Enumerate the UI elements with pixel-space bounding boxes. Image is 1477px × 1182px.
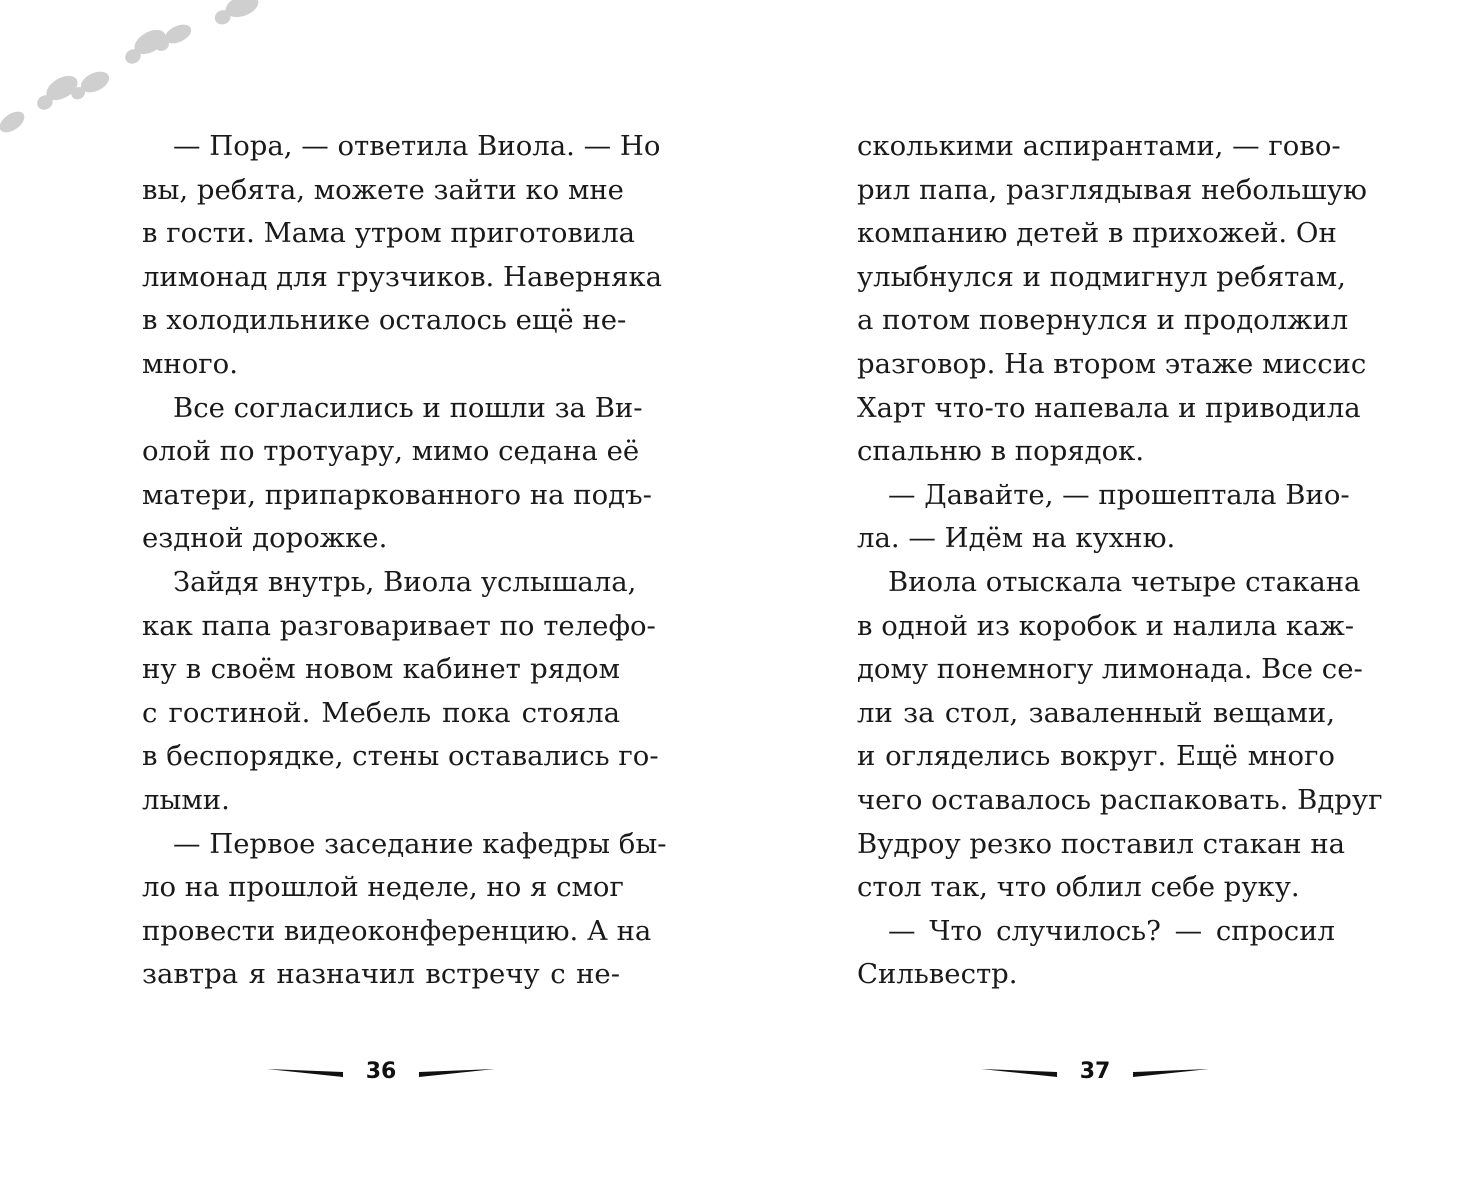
text-line: с гостиной. Мебель пока стояла (142, 696, 620, 729)
text-line: спальню в порядок. (857, 435, 1145, 468)
page-number-left (265, 1055, 497, 1089)
text-line: ло на прошлой неделе, но я смог (142, 871, 624, 904)
text-line: ли за стол, заваленный вещами, (857, 696, 1335, 729)
text-line: дому понемногу лимонада. Все се- (857, 653, 1363, 686)
text-line: лимонад для грузчиков. Наверняка (142, 260, 663, 293)
text-line: — Что случилось? — спросил (888, 914, 1335, 947)
text-line: стол так, что облил себе руку. (857, 871, 1300, 904)
text-line: завтра я назначил встречу с не- (142, 958, 620, 991)
text-line: компанию детей в прихожей. Он (857, 217, 1337, 250)
text-line: а потом повернулся и продолжил (857, 304, 1349, 337)
text-line: как папа разговаривает по телефо- (142, 609, 656, 642)
text-line: рил папа, разглядывая небольшую (857, 173, 1367, 206)
text-line: Все согласились и пошли за Ви- (173, 391, 643, 424)
text-line: чего оставалось распаковать. Вдруг (857, 783, 1383, 816)
footprints-decoration (0, 0, 300, 140)
text-line: Вудроу резко поставил стакан на (857, 827, 1346, 860)
text-line: ну в своём новом кабинет рядом (142, 653, 620, 686)
text-line: улыбнулся и подмигнул ребятам, (857, 260, 1346, 293)
text-line: Зайдя внутрь, Виола услышала, (173, 565, 637, 598)
text-line: Харт что-то напевала и приводила (857, 391, 1361, 424)
text-line: в беспорядке, стены оставались го- (142, 740, 659, 773)
page-number-right (979, 1055, 1211, 1089)
text-line: — Давайте, — прошептала Вио- (888, 478, 1350, 511)
footprint-icon (0, 107, 28, 136)
right-page-text (857, 125, 1383, 997)
text-line: лыми. (142, 783, 230, 816)
text-line: в одной из коробок и налила каж- (857, 609, 1355, 642)
text-line: разговор. На втором этаже миссис (857, 347, 1367, 380)
text-line: Сильвестр. (857, 958, 1018, 991)
footprint-icon (210, 0, 261, 27)
page-number: 37 (1079, 1059, 1111, 1084)
text-line: провести видеоконференцию. А на (142, 914, 652, 947)
text-line: ла. — Идём на кухню. (857, 522, 1176, 555)
text-line: матери, припаркованного на подъ- (142, 478, 652, 511)
text-line: — Пора, — ответила Виола. — Но (173, 130, 661, 162)
text-line: сколькими аспирантами, — гово- (857, 130, 1341, 162)
text-line: Виола отыскала четыре стакана (888, 565, 1361, 598)
page-number: 36 (365, 1059, 397, 1084)
text-line: в холодильнике осталось ещё не- (142, 304, 627, 337)
text-line: — Первое заседание кафедры бы- (173, 827, 667, 860)
text-line: вы, ребята, можете зайти ко мне (142, 173, 624, 206)
text-line: олой по тротуару, мимо седана её (142, 435, 640, 468)
text-line: ездной дорожке. (142, 522, 388, 555)
left-page-text (142, 125, 667, 997)
text-line: в гости. Мама утром приготовила (142, 217, 636, 250)
text-line: много. (142, 347, 238, 380)
text-line: и огляделись вокруг. Ещё много (857, 740, 1335, 773)
